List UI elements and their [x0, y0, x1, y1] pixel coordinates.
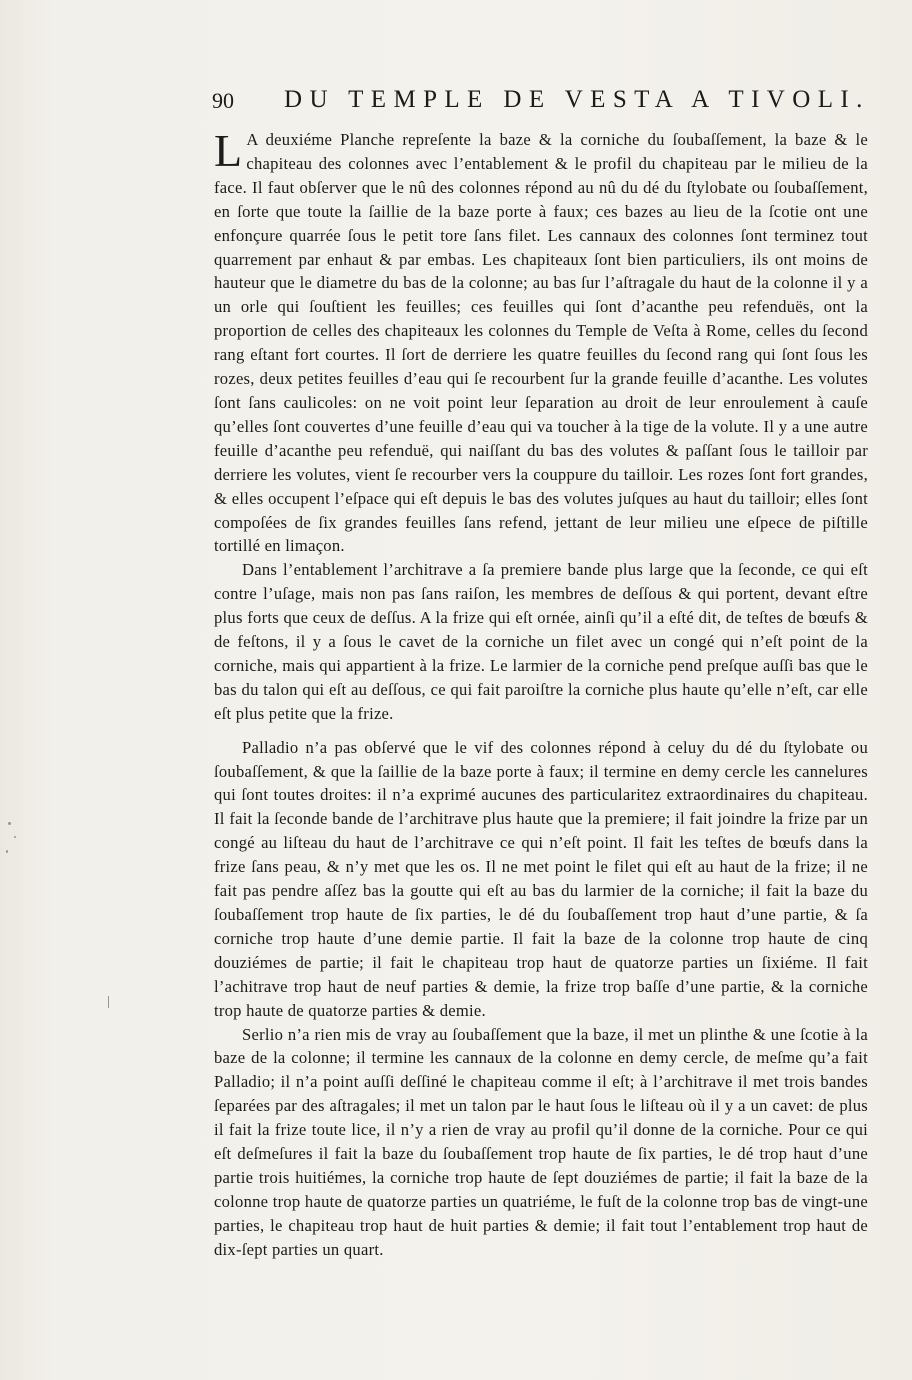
paper-speck — [6, 850, 8, 853]
page-header — [212, 84, 870, 118]
page-number: 90 — [212, 88, 234, 113]
paragraph-3: Palladio n’a pas obſervé que le vif des colonnes répond à celuy du dé du ſtylobate ou ſoubaſſement, & que la ſaillie de la baze porte à faux; il termine en demy cercle les cannelures qui ſont toutes droites: il n’a exprimé aucunes des particularitez extraordinaires du chapiteau. Il fait la ſeconde bande de l’architrave plus haute que la premiere; il fait joindre la frize par un congé au liſteau du haut de l’architrave ce qui n’eſt point. Il fait les teſtes de bœufs dans la frize ſans peau, & n’y met que les os. Il ne met point le filet qui eſt au haut de la frize; il ne fait pas pendre aſſez bas la goutte qui eſt au bas du larmier de la corniche; il fait la baze du ſoubaſſement trop haute de ſix parties, le dé du ſoubaſſement trop haut d’une partie, & ſa corniche trop haute d’une demie partie. Il fait la baze de la colonne trop haute de cinq douziémes de partie; il fait le chapiteau trop haut de quatorze parties un ſixiéme. Il fait l’achitrave trop haut de neuf parties & demie, la frize trop baſſe d’une partie, & la corniche trop haute de quatorze parties & demie. — [214, 737, 868, 1020]
body-text — [214, 125, 868, 1262]
paragraph-1 — [214, 125, 868, 558]
running-head-title: DU TEMPLE DE VESTA A TIVOLI. — [284, 86, 870, 113]
paper-speck — [14, 836, 16, 838]
drop-cap: L — [214, 125, 243, 176]
paragraph-2: Dans l’entablement l’architrave a ſa premiere bande plus large que la ſeconde, ce qui eſt contre l’uſage, mais non pas ſans raiſon, les membres de deſſous & qui portent, devant eſtre plus forts que ceux de deſſus. A la frize qui eſt ornée, ainſi qu’il a eſté dit, de teſtes de bœufs & de feſtons, il y a ſous le cavet de la corniche un filet avec un congé qui n’eſt point de la corniche, mais qui appartient à la frize. Le larmier de la corniche pend preſque auſſi bas que le bas du talon qui eſt au deſſous, ce qui fait paroiſtre la corniche plus haute qu’elle n’eſt, car elle eſt plus petite que la frize. — [214, 560, 868, 723]
paper-speck — [108, 996, 109, 1008]
paragraph-1-text: A deuxiéme Planche repreſente la baze & la corniche du ſoubaſſement, la baze & le chapiteau des colonnes avec l’entablement & le profil du chapiteau par le milieu de la face. Il faut obſerver que le nû des colonnes répond au nû du dé du ſtylobate ou ſoubaſſement, en ſorte que toute la ſaillie de la baze porte à faux; ces bazes au lieu de la ſcotie ont une enfonçure quarrée ſous le petit tore ſans filet. Les cannaux des colonnes ſont terminez tout quarrement par enhaut & par embas. Les chapiteaux ſont bien particuliers, ils ont moins de hauteur que le diametre du bas de la colonne; au bas ſur l’aſtragale du haut de la colonne il y a un orle qui ſouſtient les feuilles; ces feuilles qui ſont d’acanthe peu refenduës, ont la proportion de celles des chapiteaux les colonnes du Temple de Veſta à Rome, celles du ſecond rang eſtant fort courtes. Il ſort de derriere les quatre feuilles du ſecond rang qui ſont ſous les rozes, deux petites feuilles d’eau qui ſe recourbent ſur la grande feuille d’acanthe. Les volutes ſont ſans caulicoles: on ne voit point leur ſeparation au droit de leur enroulement à cauſe qu’elles ſont couvertes d’une feuille d’eau qui va toucher à la tige de la volute. Il y a une autre feuille d’acanthe peu refenduë, qui naiſſant du bas des volutes & paſſant ſous le tailloir par derriere les volutes, vient ſe recourber vers la couppure du tailloir. Les rozes ſont fort grandes, & elles occupent l’eſpace qui eſt depuis le bas des volutes juſques au haut du tailloir; elles ſont compoſées de ſix grandes feuilles ſans refend, jettant de leur milieu une eſpece de piſtille tortillé en limaçon. — [214, 130, 868, 556]
paragraph-4: Serlio n’a rien mis de vray au ſoubaſſement que la baze, il met un plinthe & une ſcotie à la baze de la colonne; il termine les cannaux de la colonne en demy cercle, de meſme qu’a fait Palladio; il n’a point auſſi deſſiné le chapiteau comme il eſt; à l’architrave il met trois bandes ſeparées par des aſtragales; il met un talon par le haut ſous le liſteau où il y a un cavet: de plus il fait la frize toute lice, il n’y a rien de vray au profil qu’il donne de la corniche. Pour ce qui eſt deſmeſures il fait la baze du ſoubaſſement trop haute de ſix parties, le dé trop haut d’une partie trois huitiémes, la corniche trop haute de ſept douziémes de partie; il fait la baze de la colonne trop haute de quatorze parties un quatriéme, le fuſt de la colonne trop bas de vingt-une parties, le chapiteau trop haut de huit parties & demie; il fait tout l’entablement trop haut de dix-ſept parties un quart. — [214, 1024, 868, 1259]
paper-speck — [8, 822, 11, 825]
